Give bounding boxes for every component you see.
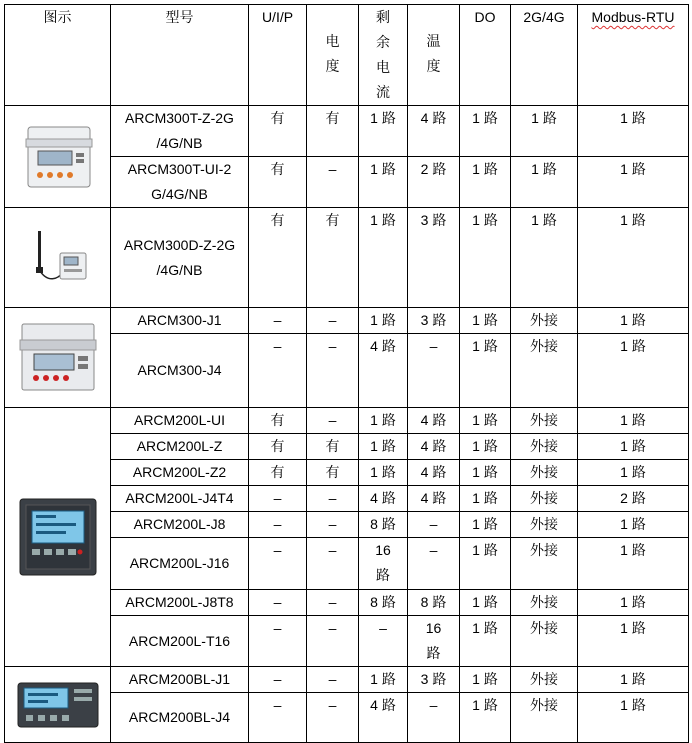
header-energy: 电 度 <box>307 5 359 106</box>
uip-cell: 有 <box>249 460 307 486</box>
temp-cell: 4 路 <box>408 106 460 157</box>
temp-cell: 3 路 <box>408 208 460 308</box>
device-image-3 <box>5 308 111 408</box>
uip-cell: – <box>249 693 307 743</box>
energy-cell: – <box>307 667 359 693</box>
temp-cell: – <box>408 693 460 743</box>
temp-cell: 8 路 <box>408 590 460 616</box>
do-cell: 1 路 <box>460 667 511 693</box>
do-cell: 1 路 <box>460 486 511 512</box>
model-cell: ARCM300-J4 <box>111 334 249 408</box>
uip-cell: – <box>249 590 307 616</box>
residual-cell: 1 路 <box>359 667 408 693</box>
residual-cell: 16 路 <box>359 538 408 590</box>
temp-cell: 4 路 <box>408 486 460 512</box>
model-cell: ARCM300D-Z-2G /4G/NB <box>111 208 249 308</box>
residual-cell: 8 路 <box>359 590 408 616</box>
energy-cell: – <box>307 512 359 538</box>
table-row <box>5 308 689 334</box>
temp-cell: 4 路 <box>408 460 460 486</box>
net-cell: 外接 <box>511 334 578 408</box>
modbus-cell: 1 路 <box>578 208 689 308</box>
temp-cell: – <box>408 538 460 590</box>
energy-cell: 有 <box>307 106 359 157</box>
modbus-cell: 1 路 <box>578 512 689 538</box>
temp-cell: 3 路 <box>408 308 460 334</box>
table-row <box>5 208 689 308</box>
uip-cell: – <box>249 667 307 693</box>
energy-cell: – <box>307 157 359 208</box>
device-image-4 <box>5 408 111 667</box>
header-residual: 剩 余 电 流 <box>359 5 408 106</box>
do-cell: 1 路 <box>460 408 511 434</box>
energy-cell: – <box>307 408 359 434</box>
table-row <box>5 106 689 157</box>
energy-cell: 有 <box>307 460 359 486</box>
modbus-cell: 1 路 <box>578 460 689 486</box>
uip-cell: – <box>249 538 307 590</box>
model-cell: ARCM300T-UI-2 G/4G/NB <box>111 157 249 208</box>
modbus-cell: 2 路 <box>578 486 689 512</box>
modbus-cell: 1 路 <box>578 334 689 408</box>
residual-cell: 1 路 <box>359 408 408 434</box>
modbus-cell: 1 路 <box>578 590 689 616</box>
model-cell: ARCM200BL-J4 <box>111 693 249 743</box>
net-cell: 外接 <box>511 590 578 616</box>
table-row <box>5 667 689 693</box>
din-rail-meter-icon <box>18 119 98 195</box>
net-cell: 外接 <box>511 538 578 590</box>
uip-cell: – <box>249 486 307 512</box>
model-cell: ARCM200L-J8 <box>111 512 249 538</box>
model-cell: ARCM200L-J8T8 <box>111 590 249 616</box>
model-cell: ARCM300-J1 <box>111 308 249 334</box>
uip-cell: – <box>249 512 307 538</box>
header-net: 2G/4G <box>511 5 578 106</box>
do-cell: 1 路 <box>460 157 511 208</box>
modbus-cell: 1 路 <box>578 157 689 208</box>
modbus-cell: 1 路 <box>578 667 689 693</box>
panel-mounted-monitor-icon <box>14 495 102 579</box>
model-cell: ARCM300T-Z-2G /4G/NB <box>111 106 249 157</box>
do-cell: 1 路 <box>460 512 511 538</box>
header-temp: 温 度 <box>408 5 460 106</box>
do-cell: 1 路 <box>460 616 511 667</box>
din-rail-display-module-icon <box>16 318 100 398</box>
do-cell: 1 路 <box>460 693 511 743</box>
residual-cell: 4 路 <box>359 486 408 512</box>
energy-cell: 有 <box>307 208 359 308</box>
device-image-2 <box>5 208 111 308</box>
net-cell: 外接 <box>511 512 578 538</box>
wireless-meter-with-antenna-icon <box>18 223 98 293</box>
residual-cell: 1 路 <box>359 208 408 308</box>
net-cell: 外接 <box>511 460 578 486</box>
residual-cell: 4 路 <box>359 334 408 408</box>
modbus-cell: 1 路 <box>578 308 689 334</box>
net-cell: 外接 <box>511 308 578 334</box>
uip-cell: 有 <box>249 106 307 157</box>
residual-cell: 1 路 <box>359 157 408 208</box>
device-image-1 <box>5 106 111 208</box>
do-cell: 1 路 <box>460 106 511 157</box>
net-cell: 外接 <box>511 434 578 460</box>
residual-cell: 1 路 <box>359 434 408 460</box>
modbus-cell: 1 路 <box>578 693 689 743</box>
residual-cell: 1 路 <box>359 106 408 157</box>
do-cell: 1 路 <box>460 434 511 460</box>
modbus-cell: 1 路 <box>578 408 689 434</box>
net-cell: 1 路 <box>511 106 578 157</box>
energy-cell: – <box>307 616 359 667</box>
do-cell: 1 路 <box>460 538 511 590</box>
energy-cell: 有 <box>307 434 359 460</box>
uip-cell: 有 <box>249 434 307 460</box>
temp-cell: 16 路 <box>408 616 460 667</box>
modbus-cell: 1 路 <box>578 616 689 667</box>
temp-cell: 3 路 <box>408 667 460 693</box>
energy-cell: – <box>307 334 359 408</box>
net-cell: 外接 <box>511 486 578 512</box>
header-modbus: Modbus-RTU <box>578 5 689 106</box>
model-cell: ARCM200L-T16 <box>111 616 249 667</box>
residual-cell: 1 路 <box>359 308 408 334</box>
model-cell: ARCM200L-J16 <box>111 538 249 590</box>
uip-cell: 有 <box>249 208 307 308</box>
uip-cell: 有 <box>249 408 307 434</box>
model-cell: ARCM200L-Z2 <box>111 460 249 486</box>
model-cell: ARCM200L-J4T4 <box>111 486 249 512</box>
temp-cell: 2 路 <box>408 157 460 208</box>
modbus-cell: 1 路 <box>578 106 689 157</box>
do-cell: 1 路 <box>460 590 511 616</box>
table-row <box>5 408 689 434</box>
residual-cell: – <box>359 616 408 667</box>
modbus-cell: 1 路 <box>578 538 689 590</box>
net-cell: 1 路 <box>511 157 578 208</box>
net-cell: 外接 <box>511 408 578 434</box>
modbus-cell: 1 路 <box>578 434 689 460</box>
header-icon: 图示 <box>5 5 111 106</box>
model-cell: ARCM200L-Z <box>111 434 249 460</box>
do-cell: 1 路 <box>460 334 511 408</box>
device-image-5 <box>5 667 111 743</box>
energy-cell: – <box>307 538 359 590</box>
do-cell: 1 路 <box>460 460 511 486</box>
header-row <box>5 5 689 106</box>
model-cell: ARCM200BL-J1 <box>111 667 249 693</box>
do-cell: 1 路 <box>460 208 511 308</box>
energy-cell: – <box>307 486 359 512</box>
temp-cell: – <box>408 512 460 538</box>
uip-cell: – <box>249 334 307 408</box>
residual-cell: 4 路 <box>359 693 408 743</box>
energy-cell: – <box>307 308 359 334</box>
do-cell: 1 路 <box>460 308 511 334</box>
energy-cell: – <box>307 590 359 616</box>
rail-mounted-display-unit-icon <box>14 675 102 735</box>
net-cell: 1 路 <box>511 208 578 308</box>
temp-cell: 4 路 <box>408 434 460 460</box>
net-cell: 外接 <box>511 693 578 743</box>
temp-cell: – <box>408 334 460 408</box>
header-uip: U/I/P <box>249 5 307 106</box>
header-do: DO <box>460 5 511 106</box>
energy-cell: – <box>307 693 359 743</box>
net-cell: 外接 <box>511 667 578 693</box>
spec-table <box>4 4 689 743</box>
uip-cell: – <box>249 308 307 334</box>
uip-cell: 有 <box>249 157 307 208</box>
residual-cell: 1 路 <box>359 460 408 486</box>
net-cell: 外接 <box>511 616 578 667</box>
uip-cell: – <box>249 616 307 667</box>
residual-cell: 8 路 <box>359 512 408 538</box>
header-model: 型号 <box>111 5 249 106</box>
temp-cell: 4 路 <box>408 408 460 434</box>
model-cell: ARCM200L-UI <box>111 408 249 434</box>
